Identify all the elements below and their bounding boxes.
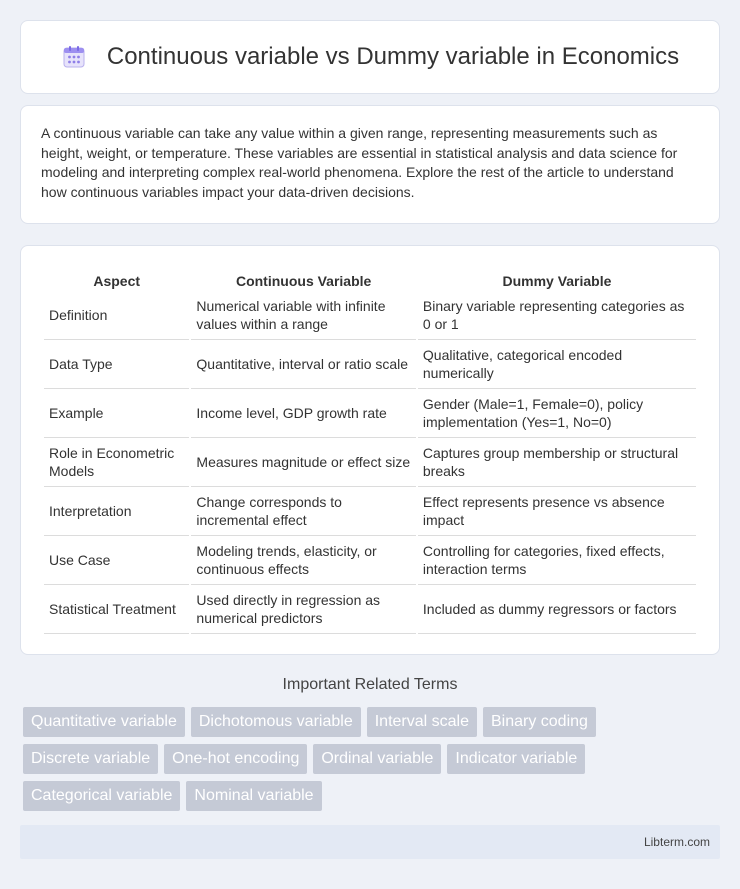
table-cell-dummy: Included as dummy regressors or factors (418, 585, 696, 634)
footer-site-link[interactable]: Libterm.com (643, 835, 710, 849)
table-cell-continuous: Measures magnitude or effect size (191, 438, 415, 487)
title-card (20, 20, 720, 94)
tag-row (23, 744, 723, 774)
table-row (44, 389, 696, 438)
table-header-row (44, 266, 696, 291)
table-row (44, 340, 696, 389)
header-aspect: Aspect (93, 273, 141, 289)
tag-row (23, 707, 723, 737)
table-cell-continuous: Numerical variable with infinite values within a range (191, 291, 415, 340)
table-row (44, 438, 696, 487)
related-terms-title: Important Related Terms (282, 676, 458, 693)
tag-binary-coding[interactable]: Binary coding (483, 707, 596, 737)
header-continuous: Continuous Variable (235, 273, 372, 289)
table-row (44, 487, 696, 536)
comparison-table (42, 266, 698, 634)
table-cell-aspect: Use Case (44, 536, 189, 585)
page-title: Continuous variable vs Dummy variable in Economics (106, 43, 680, 70)
table-row (44, 291, 696, 340)
table-cell-dummy: Gender (Male=1, Female=0), policy implementation (Yes=1, No=0) (418, 389, 696, 438)
table-cell-dummy: Controlling for categories, fixed effects, interaction terms (418, 536, 696, 585)
table-cell-aspect: Data Type (44, 340, 189, 389)
intro-text: A continuous variable can take any value within a given range, representing measurements such as height, weight, or temperature. These variables are essential in statistical analysis and data science for modeling and interpreting complex real-world phenomena. Explore the rest of the article to understand how continuous variables impact your data-driven decisions. (41, 125, 678, 200)
table-cell-dummy: Effect represents presence vs absence impact (418, 487, 696, 536)
table-cell-aspect: Role in Econometric Models (44, 438, 189, 487)
tag-indicator-variable[interactable]: Indicator variable (447, 744, 585, 774)
table-cell-continuous: Income level, GDP growth rate (191, 389, 415, 438)
table-cell-continuous: Quantitative, interval or ratio scale (191, 340, 415, 389)
table-cell-aspect: Example (44, 389, 189, 438)
comparison-table-card (20, 245, 720, 655)
tag-interval-scale[interactable]: Interval scale (367, 707, 477, 737)
calendar-grid-icon (61, 44, 87, 70)
table-cell-dummy: Captures group membership or structural breaks (418, 438, 696, 487)
table-cell-dummy: Qualitative, categorical encoded numerically (418, 340, 696, 389)
table-cell-continuous: Change corresponds to incremental effect (191, 487, 415, 536)
tag-one-hot-encoding[interactable]: One-hot encoding (164, 744, 307, 774)
table-row (44, 536, 696, 585)
table-cell-continuous: Used directly in regression as numerical predictors (191, 585, 415, 634)
table-cell-continuous: Modeling trends, elasticity, or continuous effects (191, 536, 415, 585)
tag-nominal-variable[interactable]: Nominal variable (186, 781, 321, 811)
footer (20, 825, 720, 859)
tag-dichotomous-variable[interactable]: Dichotomous variable (191, 707, 361, 737)
tag-categorical-variable[interactable]: Categorical variable (23, 781, 180, 811)
table-row (44, 585, 696, 634)
table-cell-aspect: Statistical Treatment (44, 585, 189, 634)
tag-quantitative-variable[interactable]: Quantitative variable (23, 707, 185, 737)
related-terms (23, 707, 723, 818)
tag-ordinal-variable[interactable]: Ordinal variable (313, 744, 441, 774)
tag-row (23, 781, 723, 811)
table-cell-dummy: Binary variable representing categories as 0 or 1 (418, 291, 696, 340)
table-cell-aspect: Definition (44, 291, 189, 340)
tag-discrete-variable[interactable]: Discrete variable (23, 744, 158, 774)
table-cell-aspect: Interpretation (44, 487, 189, 536)
header-dummy: Dummy Variable (502, 273, 612, 289)
intro-card (20, 105, 720, 224)
